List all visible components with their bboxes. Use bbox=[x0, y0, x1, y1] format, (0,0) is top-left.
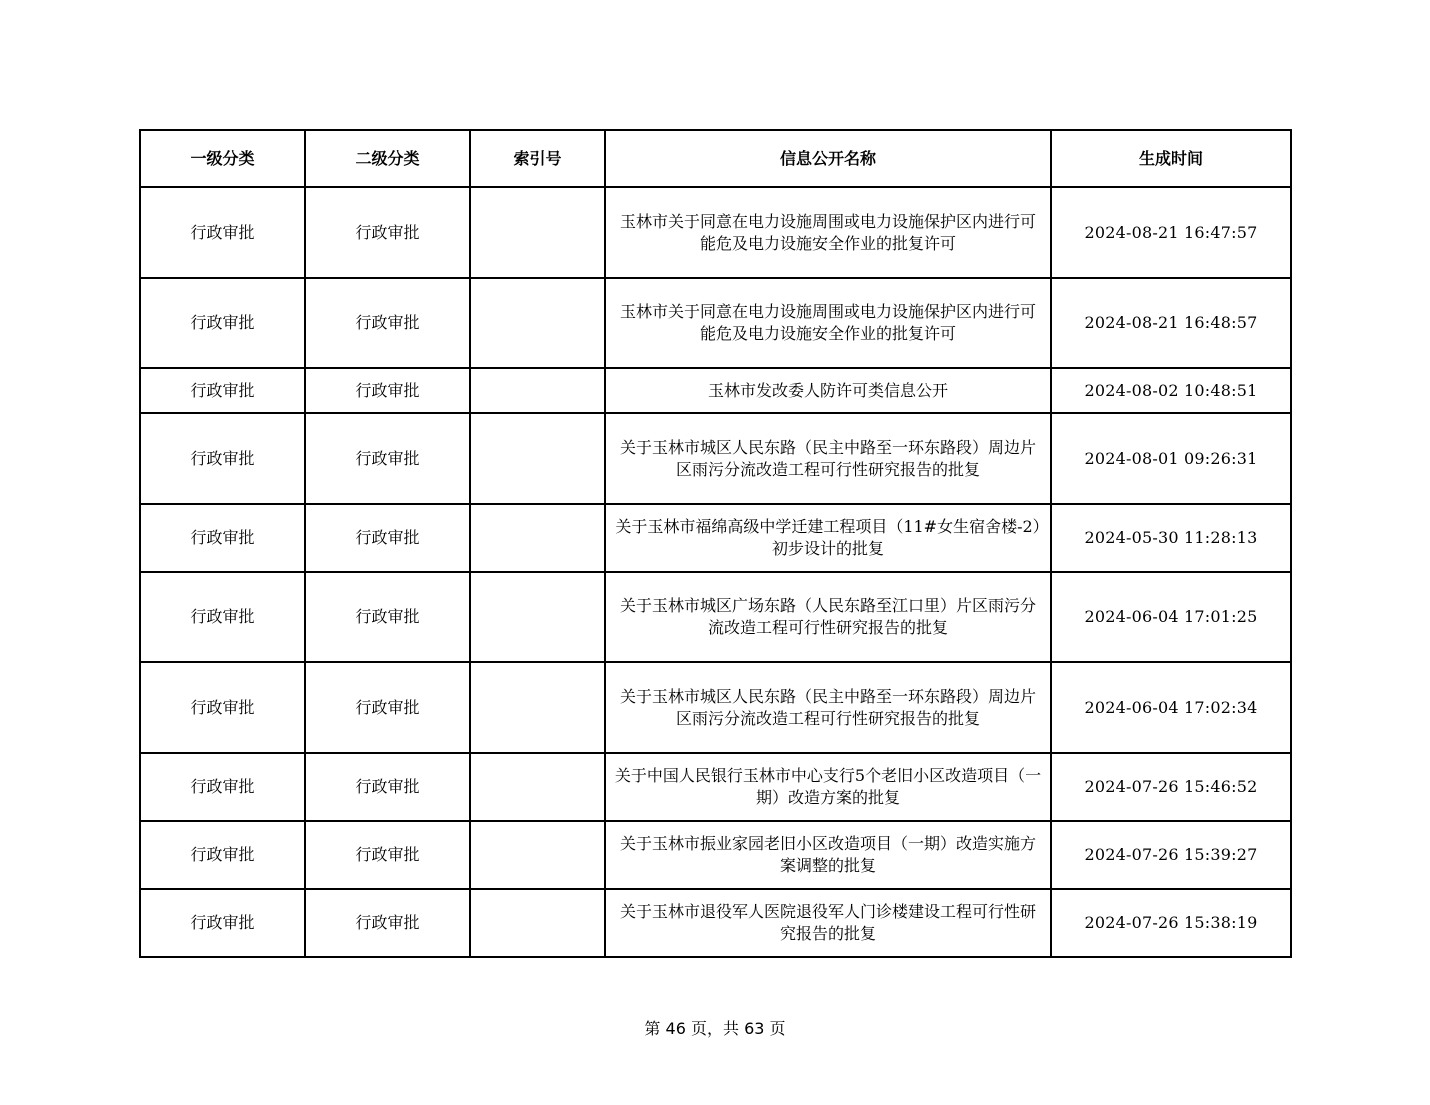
current-page-number: 46 bbox=[665, 1019, 686, 1038]
cell-generated-time: 2024-07-26 15:38:19 bbox=[1051, 889, 1291, 957]
table-row bbox=[140, 889, 1291, 957]
cell-disclosure-title: 关于玉林市振业家园老旧小区改造项目（一期）改造实施方案调整的批复 bbox=[605, 821, 1051, 889]
cell-primary-category: 行政审批 bbox=[140, 504, 305, 572]
cell-secondary-category: 行政审批 bbox=[305, 821, 470, 889]
cell-secondary-category: 行政审批 bbox=[305, 572, 470, 662]
cell-generated-time: 2024-07-26 15:46:52 bbox=[1051, 753, 1291, 821]
page-footer bbox=[0, 1016, 1430, 1039]
cell-disclosure-title: 关于玉林市城区人民东路（民主中路至一环东路段）周边片区雨污分流改造工程可行性研究报告的批复 bbox=[605, 413, 1051, 504]
cell-index-number bbox=[470, 889, 605, 957]
cell-primary-category: 行政审批 bbox=[140, 278, 305, 368]
table-row bbox=[140, 662, 1291, 753]
cell-secondary-category: 行政审批 bbox=[305, 368, 470, 413]
table-header-row bbox=[140, 130, 1291, 187]
cell-disclosure-title: 玉林市关于同意在电力设施周围或电力设施保护区内进行可能危及电力设施安全作业的批复许可 bbox=[605, 187, 1051, 278]
cell-disclosure-title: 关于玉林市城区广场东路（人民东路至江口里）片区雨污分流改造工程可行性研究报告的批复 bbox=[605, 572, 1051, 662]
total-page-count: 63 bbox=[744, 1019, 765, 1038]
cell-index-number bbox=[470, 187, 605, 278]
cell-secondary-category: 行政审批 bbox=[305, 889, 470, 957]
cell-generated-time: 2024-08-21 16:47:57 bbox=[1051, 187, 1291, 278]
cell-secondary-category: 行政审批 bbox=[305, 413, 470, 504]
cell-index-number bbox=[470, 504, 605, 572]
cell-index-number bbox=[470, 368, 605, 413]
cell-primary-category: 行政审批 bbox=[140, 662, 305, 753]
header-index-number: 索引号 bbox=[470, 130, 605, 187]
table-row bbox=[140, 572, 1291, 662]
header-secondary-category: 二级分类 bbox=[305, 130, 470, 187]
info-disclosure-table bbox=[139, 129, 1292, 958]
cell-disclosure-title: 关于玉林市退役军人医院退役军人门诊楼建设工程可行性研究报告的批复 bbox=[605, 889, 1051, 957]
table-row bbox=[140, 413, 1291, 504]
cell-secondary-category: 行政审批 bbox=[305, 753, 470, 821]
cell-secondary-category: 行政审批 bbox=[305, 662, 470, 753]
cell-index-number bbox=[470, 662, 605, 753]
cell-index-number bbox=[470, 753, 605, 821]
cell-disclosure-title: 关于玉林市福绵高级中学迁建工程项目（11#女生宿舍楼-2）初步设计的批复 bbox=[605, 504, 1051, 572]
cell-primary-category: 行政审批 bbox=[140, 821, 305, 889]
cell-index-number bbox=[470, 572, 605, 662]
cell-primary-category: 行政审批 bbox=[140, 368, 305, 413]
cell-primary-category: 行政审批 bbox=[140, 889, 305, 957]
cell-generated-time: 2024-06-04 17:02:34 bbox=[1051, 662, 1291, 753]
cell-secondary-category: 行政审批 bbox=[305, 504, 470, 572]
cell-primary-category: 行政审批 bbox=[140, 413, 305, 504]
cell-primary-category: 行政审批 bbox=[140, 187, 305, 278]
table-row bbox=[140, 278, 1291, 368]
cell-primary-category: 行政审批 bbox=[140, 753, 305, 821]
cell-generated-time: 2024-06-04 17:01:25 bbox=[1051, 572, 1291, 662]
table-row bbox=[140, 504, 1291, 572]
header-disclosure-title: 信息公开名称 bbox=[605, 130, 1051, 187]
cell-generated-time: 2024-08-01 09:26:31 bbox=[1051, 413, 1291, 504]
cell-index-number bbox=[470, 413, 605, 504]
table-row bbox=[140, 187, 1291, 278]
cell-disclosure-title: 关于中国人民银行玉林市中心支行5个老旧小区改造项目（一期）改造方案的批复 bbox=[605, 753, 1051, 821]
cell-disclosure-title: 关于玉林市城区人民东路（民主中路至一环东路段）周边片区雨污分流改造工程可行性研究报告的批复 bbox=[605, 662, 1051, 753]
table-row bbox=[140, 821, 1291, 889]
cell-generated-time: 2024-08-02 10:48:51 bbox=[1051, 368, 1291, 413]
page-label-suffix: 页 bbox=[769, 1019, 786, 1038]
cell-generated-time: 2024-08-21 16:48:57 bbox=[1051, 278, 1291, 368]
page-label-mid: 页，共 bbox=[690, 1019, 739, 1038]
cell-generated-time: 2024-07-26 15:39:27 bbox=[1051, 821, 1291, 889]
cell-disclosure-title: 玉林市关于同意在电力设施周围或电力设施保护区内进行可能危及电力设施安全作业的批复许可 bbox=[605, 278, 1051, 368]
cell-primary-category: 行政审批 bbox=[140, 572, 305, 662]
cell-index-number bbox=[470, 821, 605, 889]
cell-generated-time: 2024-05-30 11:28:13 bbox=[1051, 504, 1291, 572]
cell-disclosure-title: 玉林市发改委人防许可类信息公开 bbox=[605, 368, 1051, 413]
cell-secondary-category: 行政审批 bbox=[305, 278, 470, 368]
header-primary-category: 一级分类 bbox=[140, 130, 305, 187]
table-row bbox=[140, 368, 1291, 413]
cell-secondary-category: 行政审批 bbox=[305, 187, 470, 278]
cell-index-number bbox=[470, 278, 605, 368]
header-generated-time: 生成时间 bbox=[1051, 130, 1291, 187]
page-label-prefix: 第 bbox=[644, 1019, 661, 1038]
table-row bbox=[140, 753, 1291, 821]
